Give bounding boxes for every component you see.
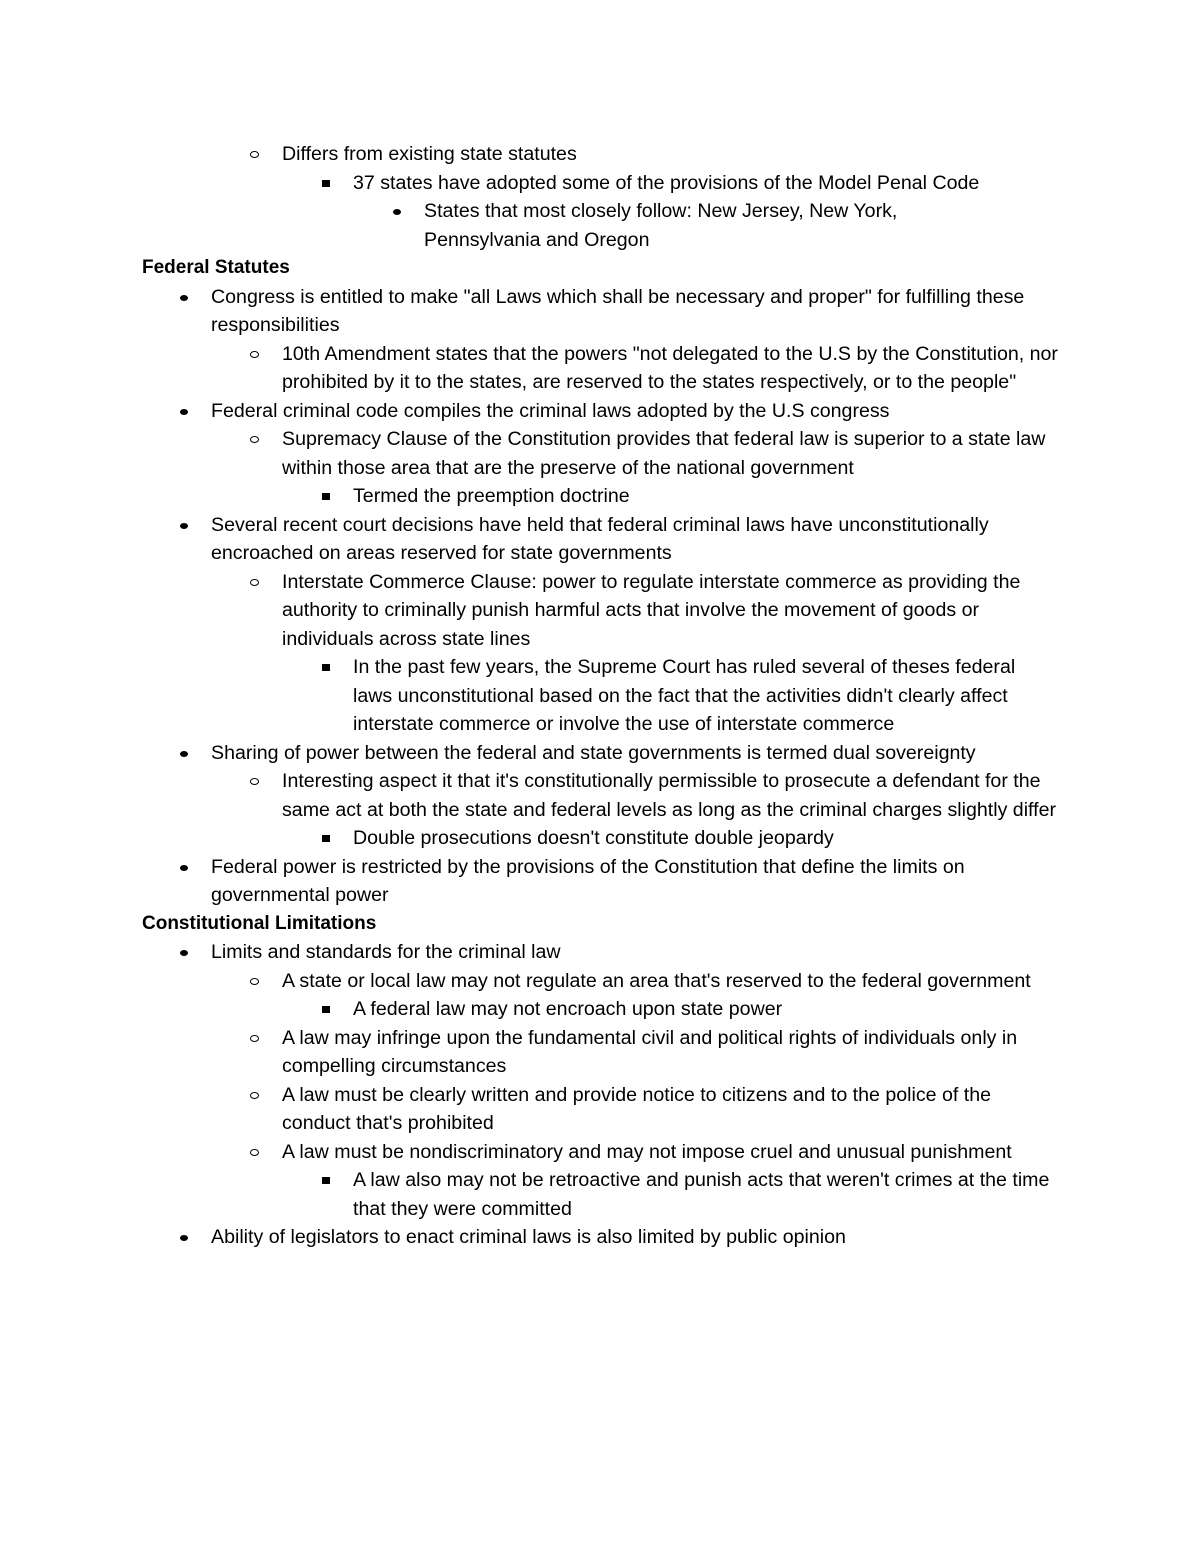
list-item-text: 37 states have adopted some of the provisions of the Model Penal Code xyxy=(353,171,980,194)
filled-square-bullet-icon xyxy=(320,653,340,682)
hollow-circle-bullet-icon xyxy=(249,1138,269,1167)
hollow-circle-bullet-icon xyxy=(249,1024,269,1053)
list-item xyxy=(353,995,1053,1024)
list-item xyxy=(282,1138,1062,1167)
list-item xyxy=(282,568,1062,654)
list-item xyxy=(353,824,1053,853)
list-item-text: Termed the preemption doctrine xyxy=(353,485,630,507)
list-item xyxy=(353,653,1053,739)
list-item xyxy=(282,967,1062,996)
list-item xyxy=(353,169,1053,198)
list-item-text: Congress is entitled to make "all Laws which shall be necessary and proper" for fulfilling these responsibilities xyxy=(211,285,1025,336)
filled-square-bullet-icon xyxy=(320,169,340,198)
list-item xyxy=(211,739,1061,768)
section-heading: Constitutional Limitations xyxy=(142,912,377,934)
list-item-text: Several recent court decisions have held that federal criminal laws have unconstitutionally encroached on areas reserved for state governments xyxy=(211,513,989,564)
hollow-circle-bullet-icon xyxy=(249,568,269,597)
list-item-text: A law must be clearly written and provide notice to citizens and to the police of the conduct that's prohibited xyxy=(282,1083,992,1134)
list-item xyxy=(282,1081,1062,1138)
list-item-text: A law must be nondiscriminatory and may not impose cruel and unusual punishment xyxy=(282,1140,1012,1163)
list-item-text: Supremacy Clause of the Constitution provides that federal law is superior to a state law within those area that are the preserve of the national government xyxy=(282,428,1046,479)
list-item xyxy=(282,340,1062,397)
filled-disc-bullet-icon xyxy=(178,938,198,967)
filled-square-bullet-icon xyxy=(320,824,340,853)
list-item-text: Interstate Commerce Clause: power to regulate interstate commerce as providing the authority to criminally punish harmful acts that involve the movement of goods or individuals across state lines xyxy=(282,570,1021,650)
list-item xyxy=(353,482,1053,511)
list-item-text: Ability of legislators to enact criminal laws is also limited by public opinion xyxy=(211,1226,846,1248)
hollow-circle-bullet-icon xyxy=(249,340,269,369)
list-item-text: A federal law may not encroach upon state power xyxy=(353,998,783,1020)
hollow-circle-bullet-icon xyxy=(249,1081,269,1110)
filled-disc-bullet-icon xyxy=(178,853,198,882)
list-item-text: States that most closely follow: New Jersey, New York, Pennsylvania and Oregon xyxy=(424,200,898,251)
list-item-text: A state or local law may not regulate an area that's reserved to the federal government xyxy=(282,969,1031,992)
list-item-text: Federal power is restricted by the provisions of the Constitution that define the limits on governmental power xyxy=(211,855,965,906)
list-item-text: Federal criminal code compiles the criminal laws adopted by the U.S congress xyxy=(211,399,890,422)
list-item xyxy=(211,1223,1061,1252)
hollow-circle-bullet-icon xyxy=(249,767,269,796)
list-item xyxy=(424,197,964,254)
section-heading: Federal Statutes xyxy=(142,257,290,278)
filled-square-bullet-icon xyxy=(320,995,340,1024)
list-item xyxy=(211,283,1061,340)
hollow-circle-bullet-icon xyxy=(249,967,269,996)
list-item xyxy=(211,511,1061,568)
filled-square-bullet-icon xyxy=(320,482,340,511)
list-item-text: A law may infringe upon the fundamental civil and political rights of individuals only in compelling circumstances xyxy=(282,1026,1018,1077)
list-item-text: Double prosecutions doesn't constitute double jeopardy xyxy=(353,827,834,849)
list-item xyxy=(211,397,1061,426)
list-item-text: Interesting aspect it that it's constitutionally permissible to prosecute a defendant for the same act at both the state and federal levels as long as the criminal charges slightly differ xyxy=(282,770,1057,821)
list-item xyxy=(282,767,1062,824)
filled-disc-bullet-icon xyxy=(178,739,198,768)
list-item-text: In the past few years, the Supreme Court has ruled several of theses federal laws unconstitutional based on the fact that the activities didn't clearly affect interstate commerce or involve the use of interstate commerce xyxy=(353,656,1016,735)
filled-disc-bullet-icon xyxy=(178,397,198,426)
list-item xyxy=(282,425,1062,482)
list-item-text: Sharing of power between the federal and state governments is termed dual sovereignty xyxy=(211,741,976,764)
list-item xyxy=(211,938,1061,967)
filled-disc-bullet-icon xyxy=(178,1223,198,1252)
list-item xyxy=(211,853,1061,910)
filled-disc-bullet-icon xyxy=(178,283,198,312)
filled-square-bullet-icon xyxy=(320,1166,340,1195)
filled-disc-bullet-icon xyxy=(391,197,411,226)
hollow-circle-bullet-icon xyxy=(249,425,269,454)
list-item xyxy=(282,140,1062,169)
list-item-text: Limits and standards for the criminal law xyxy=(211,941,561,963)
document-page xyxy=(0,140,1200,1252)
list-item-text: A law also may not be retroactive and punish acts that weren't crimes at the time that they were committed xyxy=(353,1169,1050,1220)
list-item xyxy=(282,1024,1062,1081)
filled-disc-bullet-icon xyxy=(178,511,198,540)
list-item-text: Differs from existing state statutes xyxy=(282,143,577,165)
list-item xyxy=(353,1166,1053,1223)
hollow-circle-bullet-icon xyxy=(249,140,269,169)
list-item-text: 10th Amendment states that the powers "not delegated to the U.S by the Constitution, nor prohibited by it to the states, are reserved to the states respectively, or to the people" xyxy=(282,342,1058,393)
